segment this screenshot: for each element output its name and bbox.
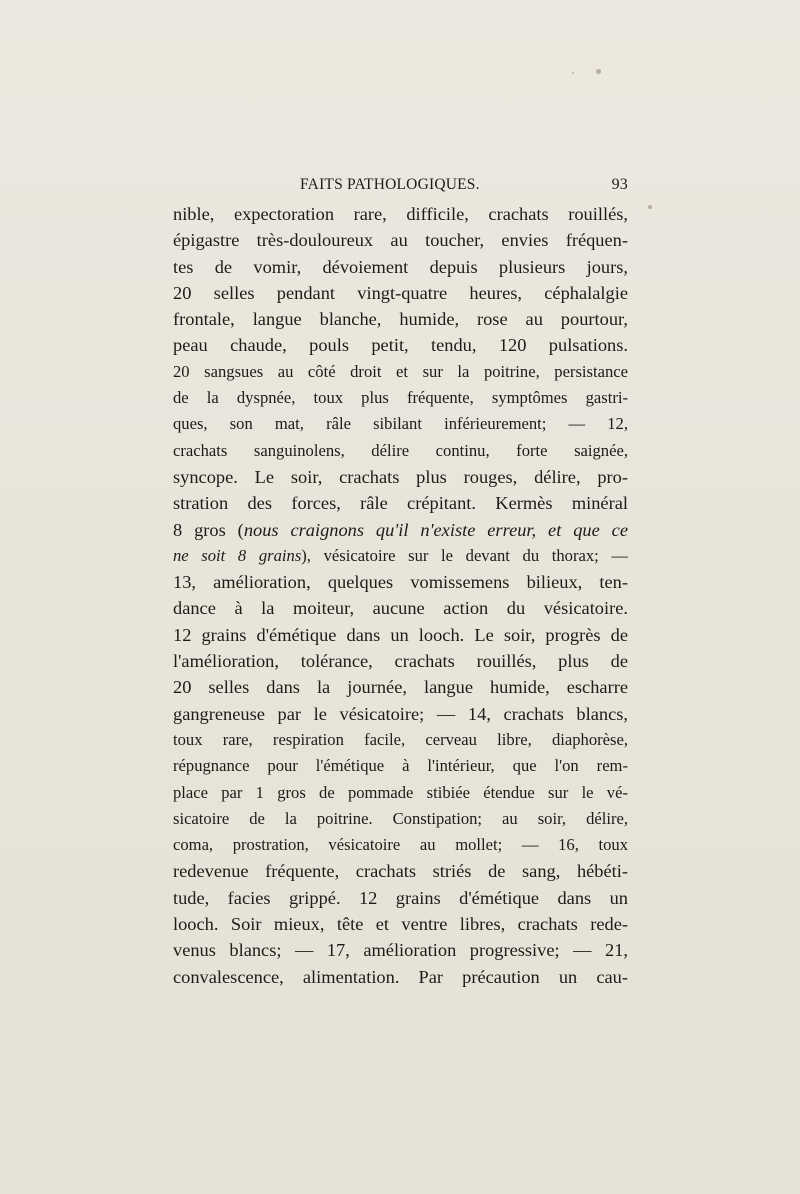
italic-segment: nous craignons qu'il n'existe erreur, et que ce [243,519,629,540]
text-segment: 20 selles dans la journée, langue humide, escharre [173,677,628,698]
text-line [173,832,628,858]
text-segment: coma, prostration, vésicatoire au mollet; — 16, toux [173,835,628,855]
text-segment: sicatoire de la poitrine. Constipation; au soir, délire, [173,808,628,828]
text-line [173,517,628,543]
text-line [173,937,628,963]
text-segment: 20 selles pendant vingt-quatre heures, céphalalgie [173,282,628,303]
text-segment: gangreneuse par le vésicatoire; — 14, crachats blancs, [173,703,628,724]
text-segment: frontale, langue blanche, humide, rose au pourtour, [173,309,628,330]
text-segment: venus blancs; — 17, amélioration progressive; — 21, [173,940,628,961]
text-line [173,780,628,806]
text-line [173,227,628,253]
text-segment: crachats sanguinolens, délire continu, forte saignée, [173,440,628,460]
body-text [173,201,628,990]
text-line [173,411,628,437]
text-line [173,858,628,884]
ink-speck [572,72,574,74]
text-line [173,701,628,727]
text-segment: de la dyspnée, toux plus fréquente, symptômes gastri- [173,388,628,408]
text-segment: ques, son mat, râle sibilant inférieurement; — 12, [173,414,628,434]
text-segment: dance à la moiteur, aucune action du vésicatoire. [173,598,628,619]
text-segment: toux rare, respiration facile, cerveau libre, diaphorèse, [173,729,628,749]
text-line [173,806,628,832]
text-line [173,201,628,227]
text-line [173,911,628,937]
text-line [173,753,628,779]
text-line [173,306,628,332]
running-header [173,176,628,196]
text-line [173,280,628,306]
text-segment: ), vésicatoire sur le devant du thorax; — [301,545,628,565]
text-line [173,595,628,621]
text-line [173,359,628,385]
text-segment: nible, expectoration rare, difficile, crachats rouillés, [173,204,628,224]
text-segment: peau chaude, pouls petit, tendu, 120 pulsations. [173,335,628,356]
text-line [173,727,628,753]
page-number: 93 [611,176,628,193]
text-segment: 12 grains d'émétique dans un looch. Le soir, progrès de [173,624,628,645]
text-segment: 13, amélioration, quelques vomissemens bilieux, ten- [173,572,628,593]
running-title: FAITS PATHOLOGIQUES. [300,176,480,193]
text-line [173,569,628,595]
text-line [173,254,628,280]
ink-speck [596,69,601,74]
text-line [173,438,628,464]
italic-segment: ne soit 8 grains [173,545,302,565]
text-line [173,964,628,990]
text-line [173,464,628,490]
text-line [173,674,628,700]
text-segment: tes de vomir, dévoiement depuis plusieurs jours, [173,256,628,277]
text-line [173,885,628,911]
text-segment: l'amélioration, tolérance, crachats rouillés, plus de [173,651,628,672]
text-segment: répugnance pour l'émétique à l'intérieur, que l'on rem- [173,756,628,776]
text-line [173,543,628,569]
text-segment: looch. Soir mieux, tête et ventre libres, crachats rede- [173,914,628,935]
text-line [173,332,628,358]
text-segment: place par 1 gros de pommade stibiée étendue sur le vé- [173,782,628,802]
text-segment: 8 gros ( [173,519,244,540]
text-line [173,490,628,516]
text-segment: stration des forces, râle crépitant. Kermès minéral [173,493,628,514]
text-line [173,622,628,648]
text-line [173,385,628,411]
text-line [173,648,628,674]
text-segment: redevenue fréquente, crachats striés de sang, hébéti- [173,861,628,882]
text-segment: syncope. Le soir, crachats plus rouges, délire, pro- [173,466,628,487]
text-segment: épigastre très-douloureux au toucher, envies fréquen- [173,230,628,251]
ink-speck [648,205,652,209]
text-segment: convalescence, alimentation. Par précaution un cau- [173,966,628,987]
text-segment: 20 sangsues au côté droit et sur la poitrine, persistance [173,361,628,381]
text-segment: tude, facies grippé. 12 grains d'émétique dans un [173,887,628,908]
